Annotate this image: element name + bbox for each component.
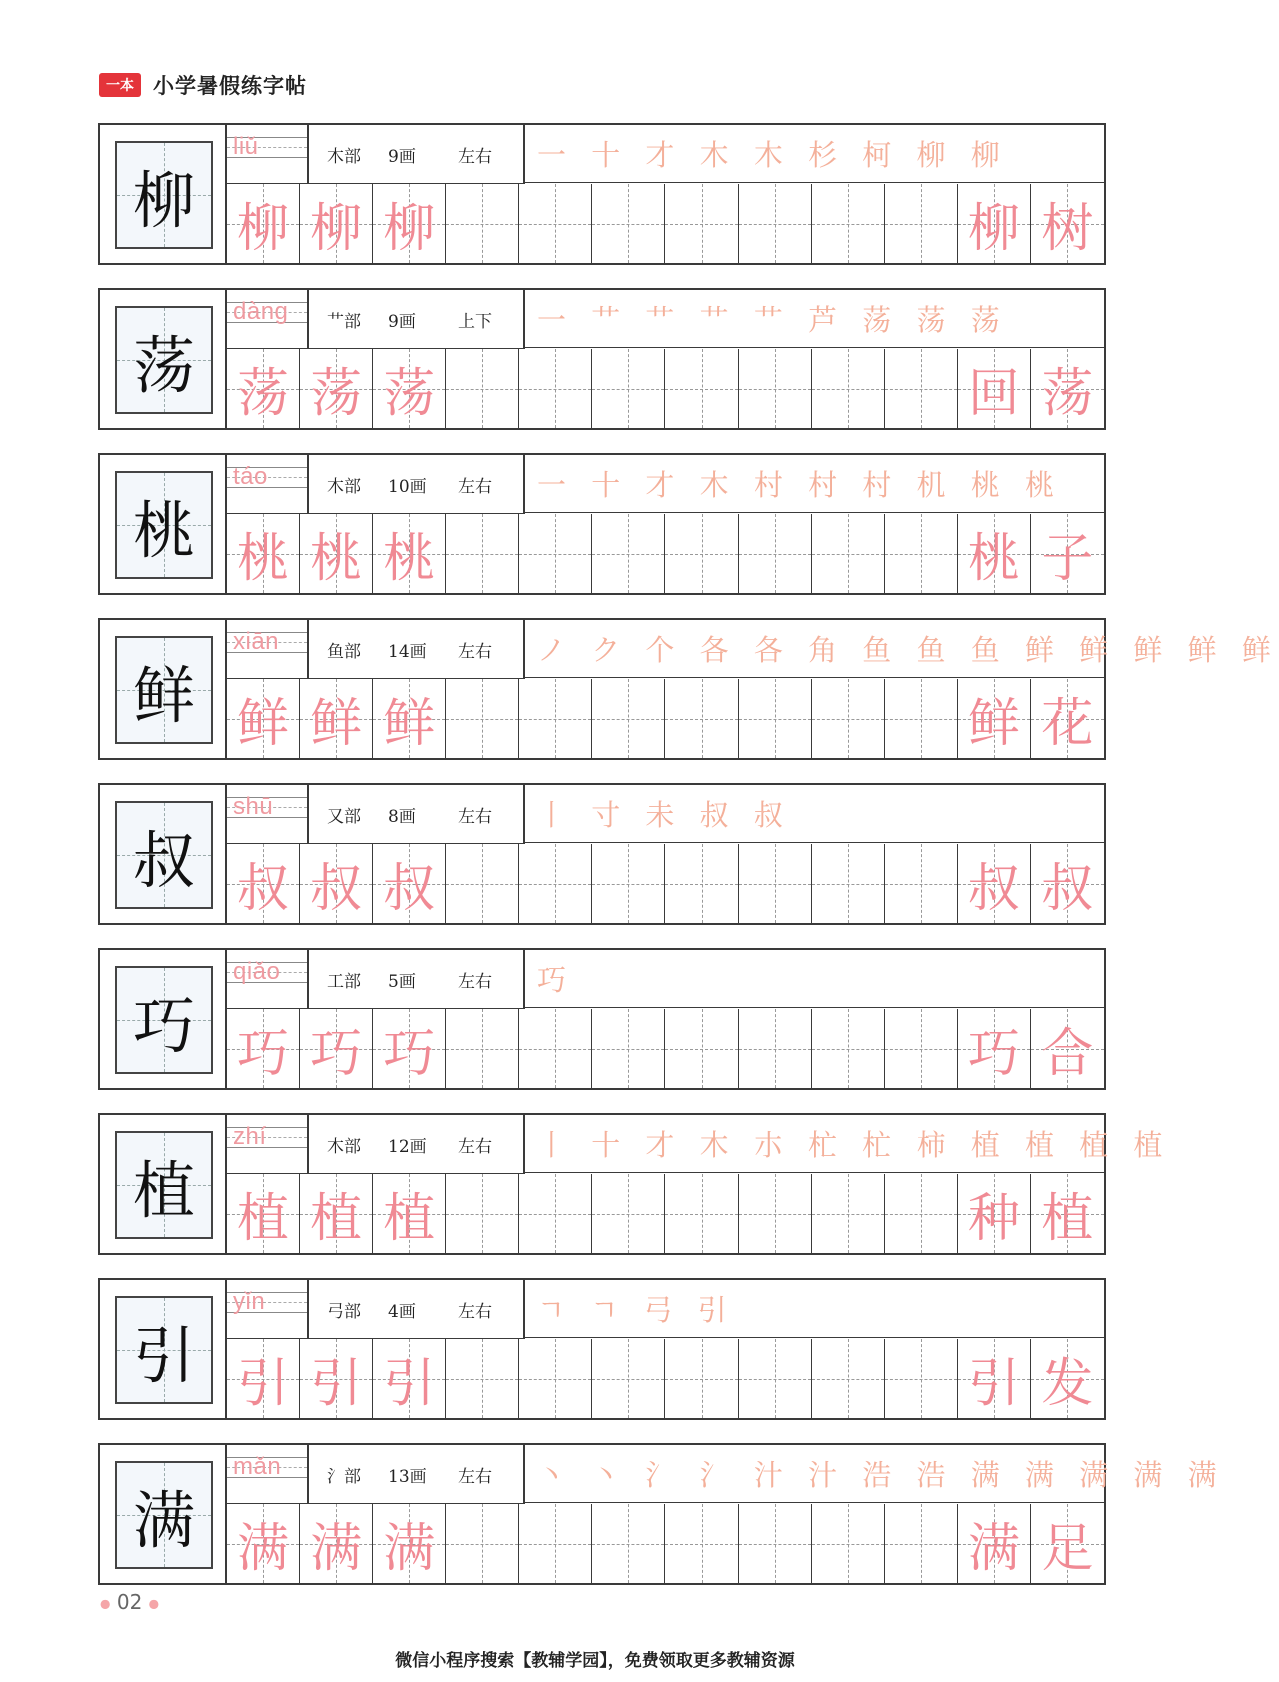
practice-cell[interactable] — [739, 514, 812, 593]
practice-cell[interactable] — [885, 1009, 958, 1088]
practice-cell[interactable] — [519, 1174, 592, 1253]
char-info — [309, 620, 525, 679]
model-char: 叔 — [132, 823, 195, 897]
model-char-box — [100, 1280, 227, 1418]
practice-cell[interactable] — [446, 1174, 519, 1253]
word-char: 鲜 — [967, 694, 1020, 754]
practice-cell[interactable] — [665, 184, 738, 263]
practice-cell[interactable] — [1031, 1339, 1104, 1418]
practice-grid — [227, 844, 1104, 923]
practice-grid — [227, 679, 1104, 758]
trace-char: 鲜 — [310, 694, 363, 754]
stroke-count: 12画 — [388, 1136, 427, 1157]
stroke-order-cell — [525, 455, 1104, 513]
trace-char: 鲜 — [383, 694, 436, 754]
practice-cell[interactable] — [446, 1009, 519, 1088]
stroke-order-cell — [525, 125, 1104, 183]
stroke-order-cell — [525, 290, 1104, 348]
practice-cell[interactable] — [227, 1504, 300, 1583]
char-info — [309, 1115, 525, 1174]
trace-char: 桃 — [237, 529, 290, 589]
practice-cell[interactable] — [812, 349, 885, 428]
practice-cell[interactable] — [958, 1339, 1031, 1418]
practice-cell[interactable] — [300, 1009, 373, 1088]
practice-cell[interactable] — [592, 349, 665, 428]
word-char: 叔 — [967, 859, 1020, 919]
practice-cell[interactable] — [592, 679, 665, 758]
practice-cell[interactable] — [958, 1174, 1031, 1253]
practice-cell[interactable] — [592, 1174, 665, 1253]
practice-cell[interactable] — [519, 514, 592, 593]
trace-char: 植 — [237, 1189, 290, 1249]
word-char: 回 — [967, 364, 1020, 424]
practice-cell[interactable] — [227, 184, 300, 263]
practice-cell[interactable] — [958, 184, 1031, 263]
word-char: 合 — [1041, 1024, 1094, 1084]
model-char-box — [100, 950, 227, 1088]
practice-cell[interactable] — [665, 844, 738, 923]
practice-cell[interactable] — [958, 844, 1031, 923]
practice-row — [98, 288, 1106, 430]
model-char-grid — [115, 801, 213, 909]
stroke-order-cell — [525, 620, 1279, 678]
radical: 弓部 — [327, 1301, 361, 1322]
trace-char: 桃 — [310, 529, 363, 589]
trace-char: 叔 — [237, 859, 290, 919]
pinyin: liǔ — [233, 133, 259, 160]
practice-cell[interactable] — [227, 1174, 300, 1253]
practice-cell[interactable] — [519, 1504, 592, 1583]
practice-cell[interactable] — [812, 184, 885, 263]
stroke-count: 4画 — [388, 1301, 416, 1322]
practice-cell[interactable] — [665, 1504, 738, 1583]
stroke-count: 9画 — [388, 146, 416, 167]
practice-cell[interactable] — [300, 844, 373, 923]
practice-cell[interactable] — [812, 1174, 885, 1253]
pinyin: shū — [233, 793, 274, 820]
practice-cell[interactable] — [739, 349, 812, 428]
practice-row — [98, 618, 1279, 760]
practice-cell[interactable] — [446, 349, 519, 428]
stroke-count: 14画 — [388, 641, 427, 662]
stroke-order: 巧 — [537, 963, 575, 997]
trace-char: 柳 — [237, 199, 290, 259]
practice-cell[interactable] — [300, 514, 373, 593]
radical: 工部 — [327, 971, 361, 992]
practice-cell[interactable] — [739, 679, 812, 758]
word-char: 叔 — [1041, 859, 1094, 919]
word-char: 足 — [1041, 1519, 1094, 1579]
practice-cell[interactable] — [885, 1174, 958, 1253]
trace-char: 荡 — [237, 364, 290, 424]
word-char: 发 — [1041, 1354, 1094, 1414]
practice-cell[interactable] — [885, 514, 958, 593]
practice-cell[interactable] — [300, 349, 373, 428]
practice-cell[interactable] — [519, 1339, 592, 1418]
pinyin: táo — [233, 463, 268, 490]
structure: 左右 — [458, 806, 492, 827]
model-char-grid — [115, 471, 213, 579]
practice-row — [98, 1278, 1106, 1420]
practice-cell[interactable] — [519, 349, 592, 428]
practice-cell[interactable] — [1031, 1174, 1104, 1253]
stroke-order: ノ ク 个 各 各 角 鱼 鱼 鱼 鲜 鲜 鲜 鲜 鲜 — [537, 633, 1279, 667]
practice-grid — [227, 1174, 1104, 1253]
word-char: 子 — [1041, 529, 1094, 589]
practice-cell[interactable] — [300, 1339, 373, 1418]
practice-cell[interactable] — [446, 1504, 519, 1583]
model-char-grid — [115, 966, 213, 1074]
stroke-count: 9画 — [388, 311, 416, 332]
practice-cell[interactable] — [1031, 349, 1104, 428]
practice-cell[interactable] — [373, 1174, 446, 1253]
trace-char: 满 — [237, 1519, 290, 1579]
char-info — [309, 125, 525, 184]
char-info — [309, 290, 525, 349]
trace-char: 巧 — [237, 1024, 290, 1084]
model-char-box — [100, 785, 227, 923]
pinyin-cell — [227, 1115, 309, 1174]
practice-row — [98, 948, 1106, 1090]
word-char: 植 — [1041, 1189, 1094, 1249]
practice-cell[interactable] — [812, 1009, 885, 1088]
practice-rows — [98, 123, 1279, 1608]
trace-char: 引 — [237, 1354, 290, 1414]
practice-cell[interactable] — [446, 184, 519, 263]
practice-cell[interactable] — [592, 514, 665, 593]
word-char: 满 — [967, 1519, 1020, 1579]
dot-icon: ● — [148, 1596, 160, 1611]
stroke-order: 一 艹 艹 艹 艹 芦 荡 荡 荡 — [537, 303, 1008, 337]
practice-cell[interactable] — [885, 679, 958, 758]
practice-cell[interactable] — [739, 1174, 812, 1253]
structure: 左右 — [458, 1466, 492, 1487]
page-header — [99, 70, 307, 100]
practice-cell[interactable] — [739, 184, 812, 263]
practice-cell[interactable] — [519, 844, 592, 923]
model-char-grid — [115, 1461, 213, 1569]
pinyin: qiǎo — [233, 958, 281, 985]
practice-cell[interactable] — [958, 1009, 1031, 1088]
char-info — [309, 455, 525, 514]
practice-cell[interactable] — [665, 1009, 738, 1088]
page-title: 小学暑假练字帖 — [153, 74, 307, 98]
practice-row — [98, 123, 1106, 265]
practice-cell[interactable] — [665, 679, 738, 758]
structure: 左右 — [458, 1136, 492, 1157]
structure: 上下 — [458, 311, 492, 332]
practice-cell[interactable] — [592, 1339, 665, 1418]
practice-cell[interactable] — [446, 514, 519, 593]
char-info — [309, 950, 525, 1009]
practice-cell[interactable] — [592, 184, 665, 263]
word-char: 引 — [967, 1354, 1020, 1414]
practice-cell[interactable] — [300, 679, 373, 758]
stroke-count: 13画 — [388, 1466, 427, 1487]
pinyin: xiān — [233, 628, 280, 655]
structure: 左右 — [458, 146, 492, 167]
trace-char: 柳 — [310, 199, 363, 259]
practice-cell[interactable] — [739, 844, 812, 923]
practice-cell[interactable] — [373, 679, 446, 758]
stroke-order: 一 十 才 木 木 杉 柯 柳 柳 — [537, 138, 1008, 172]
trace-char: 叔 — [310, 859, 363, 919]
char-info — [309, 785, 525, 844]
practice-cell[interactable] — [812, 514, 885, 593]
stroke-order: 一 十 才 木 村 村 村 机 桃 桃 — [537, 468, 1062, 502]
practice-cell[interactable] — [1031, 844, 1104, 923]
model-char-box — [100, 1115, 227, 1253]
practice-cell[interactable] — [885, 1504, 958, 1583]
stroke-count: 8画 — [388, 806, 416, 827]
radical: 氵部 — [327, 1466, 361, 1487]
model-char: 巧 — [132, 988, 195, 1062]
practice-cell[interactable] — [812, 844, 885, 923]
practice-cell[interactable] — [446, 1339, 519, 1418]
stroke-order-cell — [525, 1445, 1225, 1503]
practice-cell[interactable] — [227, 1339, 300, 1418]
practice-cell[interactable] — [373, 844, 446, 923]
trace-char: 荡 — [310, 364, 363, 424]
practice-cell[interactable] — [885, 184, 958, 263]
practice-row — [98, 783, 1106, 925]
model-char: 满 — [132, 1483, 195, 1557]
practice-cell[interactable] — [300, 1174, 373, 1253]
stroke-order-cell — [525, 1280, 1104, 1338]
radical: 木部 — [327, 1136, 361, 1157]
pinyin-cell — [227, 950, 309, 1009]
practice-grid — [227, 349, 1104, 428]
char-info — [309, 1445, 525, 1504]
practice-grid — [227, 1009, 1104, 1088]
model-char: 荡 — [132, 328, 195, 402]
practice-cell[interactable] — [1031, 514, 1104, 593]
trace-char: 植 — [383, 1189, 436, 1249]
practice-cell[interactable] — [227, 844, 300, 923]
practice-row — [98, 453, 1106, 595]
trace-char: 鲜 — [237, 694, 290, 754]
practice-cell[interactable] — [812, 1504, 885, 1583]
practice-cell[interactable] — [227, 679, 300, 758]
radical: 木部 — [327, 476, 361, 497]
practice-cell[interactable] — [592, 1009, 665, 1088]
stroke-order: 丨 十 才 木 朩 杧 杧 柿 植 植 植 植 — [537, 1128, 1171, 1162]
practice-cell[interactable] — [373, 1009, 446, 1088]
pinyin-cell — [227, 290, 309, 349]
model-char: 柳 — [132, 163, 195, 237]
practice-cell[interactable] — [373, 1504, 446, 1583]
model-char-grid — [115, 1296, 213, 1404]
practice-grid — [227, 514, 1104, 593]
model-char: 植 — [132, 1153, 195, 1227]
practice-cell[interactable] — [373, 349, 446, 428]
structure: 左右 — [458, 641, 492, 662]
stroke-order-cell — [525, 1115, 1171, 1173]
model-char-grid — [115, 141, 213, 249]
practice-grid — [227, 1504, 1104, 1583]
word-char: 种 — [967, 1189, 1020, 1249]
radical: 艹部 — [327, 311, 361, 332]
page-number — [100, 1590, 159, 1614]
practice-cell[interactable] — [665, 1174, 738, 1253]
pinyin-cell — [227, 455, 309, 514]
model-char-box — [100, 455, 227, 593]
model-char-box — [100, 290, 227, 428]
char-info — [309, 1280, 525, 1339]
radical: 鱼部 — [327, 641, 361, 662]
trace-char: 引 — [383, 1354, 436, 1414]
practice-cell[interactable] — [227, 1009, 300, 1088]
practice-cell[interactable] — [227, 514, 300, 593]
pinyin-cell — [227, 620, 309, 679]
radical: 木部 — [327, 146, 361, 167]
dot-icon: ● — [100, 1596, 111, 1611]
trace-char: 巧 — [383, 1024, 436, 1084]
pinyin-cell — [227, 125, 309, 184]
trace-char: 柳 — [383, 199, 436, 259]
word-char: 花 — [1041, 694, 1094, 754]
practice-cell[interactable] — [300, 184, 373, 263]
structure: 左右 — [458, 971, 492, 992]
practice-cell[interactable] — [885, 1339, 958, 1418]
word-char: 荡 — [1041, 364, 1094, 424]
practice-row — [98, 1113, 1171, 1255]
structure: 左右 — [458, 476, 492, 497]
practice-cell[interactable] — [958, 1504, 1031, 1583]
practice-cell[interactable] — [373, 184, 446, 263]
practice-cell[interactable] — [519, 184, 592, 263]
practice-cell[interactable] — [812, 679, 885, 758]
footer-note: 微信小程序搜索【教辅学园】，免费领取更多教辅资源 — [395, 1651, 795, 1671]
model-char: 桃 — [132, 493, 195, 567]
practice-cell[interactable] — [665, 514, 738, 593]
pinyin-cell — [227, 1445, 309, 1504]
model-char-grid — [115, 636, 213, 744]
practice-cell[interactable] — [446, 844, 519, 923]
practice-cell[interactable] — [227, 349, 300, 428]
practice-cell[interactable] — [519, 1009, 592, 1088]
model-char-box — [100, 125, 227, 263]
trace-char: 引 — [310, 1354, 363, 1414]
word-char: 柳 — [967, 199, 1020, 259]
practice-cell[interactable] — [885, 844, 958, 923]
practice-cell[interactable] — [739, 1339, 812, 1418]
trace-char: 荡 — [383, 364, 436, 424]
practice-cell[interactable] — [739, 1504, 812, 1583]
practice-cell[interactable] — [1031, 1504, 1104, 1583]
model-char-box — [100, 620, 227, 758]
practice-row — [98, 1443, 1225, 1585]
practice-cell[interactable] — [373, 514, 446, 593]
practice-cell[interactable] — [1031, 1009, 1104, 1088]
practice-cell[interactable] — [812, 1339, 885, 1418]
trace-char: 桃 — [383, 529, 436, 589]
model-char-box — [100, 1445, 227, 1583]
pinyin: zhí — [233, 1123, 267, 1150]
practice-cell[interactable] — [592, 844, 665, 923]
model-char: 引 — [132, 1318, 195, 1392]
practice-cell[interactable] — [592, 1504, 665, 1583]
practice-cell[interactable] — [739, 1009, 812, 1088]
word-char: 巧 — [967, 1024, 1020, 1084]
pinyin: yǐn — [233, 1288, 266, 1315]
stroke-order-cell — [525, 785, 1104, 843]
trace-char: 叔 — [383, 859, 436, 919]
page-number-text: 02 — [116, 1590, 143, 1614]
stroke-order: ㄱ ㄱ 弓 引 — [537, 1293, 735, 1327]
practice-cell[interactable] — [958, 349, 1031, 428]
practice-cell[interactable] — [885, 349, 958, 428]
practice-grid — [227, 1339, 1104, 1418]
stroke-order: 丶 丶 氵 氵 汁 汁 浩 浩 满 满 满 满 满 — [537, 1458, 1225, 1492]
word-char: 桃 — [967, 529, 1020, 589]
model-char-grid — [115, 306, 213, 414]
stroke-order-cell — [525, 950, 1104, 1008]
radical: 又部 — [327, 806, 361, 827]
practice-grid — [227, 184, 1104, 263]
pinyin-cell — [227, 1280, 309, 1339]
practice-cell[interactable] — [958, 514, 1031, 593]
practice-cell[interactable] — [665, 349, 738, 428]
stroke-order: 丨 寸 未 叔 叔 — [537, 798, 791, 832]
model-char: 鲜 — [132, 658, 195, 732]
practice-cell[interactable] — [300, 1504, 373, 1583]
model-char-grid — [115, 1131, 213, 1239]
stroke-count: 10画 — [388, 476, 427, 497]
pinyin: dàng — [233, 298, 289, 325]
brand-logo: 一本 — [99, 73, 141, 97]
structure: 左右 — [458, 1301, 492, 1322]
pinyin: mǎn — [233, 1453, 282, 1480]
trace-char: 巧 — [310, 1024, 363, 1084]
trace-char: 满 — [310, 1519, 363, 1579]
practice-cell[interactable] — [958, 679, 1031, 758]
practice-cell[interactable] — [519, 679, 592, 758]
trace-char: 植 — [310, 1189, 363, 1249]
stroke-count: 5画 — [388, 971, 416, 992]
practice-cell[interactable] — [665, 1339, 738, 1418]
practice-cell[interactable] — [1031, 184, 1104, 263]
practice-cell[interactable] — [373, 1339, 446, 1418]
trace-char: 满 — [383, 1519, 436, 1579]
pinyin-cell — [227, 785, 309, 844]
practice-cell[interactable] — [1031, 679, 1104, 758]
practice-cell[interactable] — [446, 679, 519, 758]
word-char: 树 — [1041, 199, 1094, 259]
